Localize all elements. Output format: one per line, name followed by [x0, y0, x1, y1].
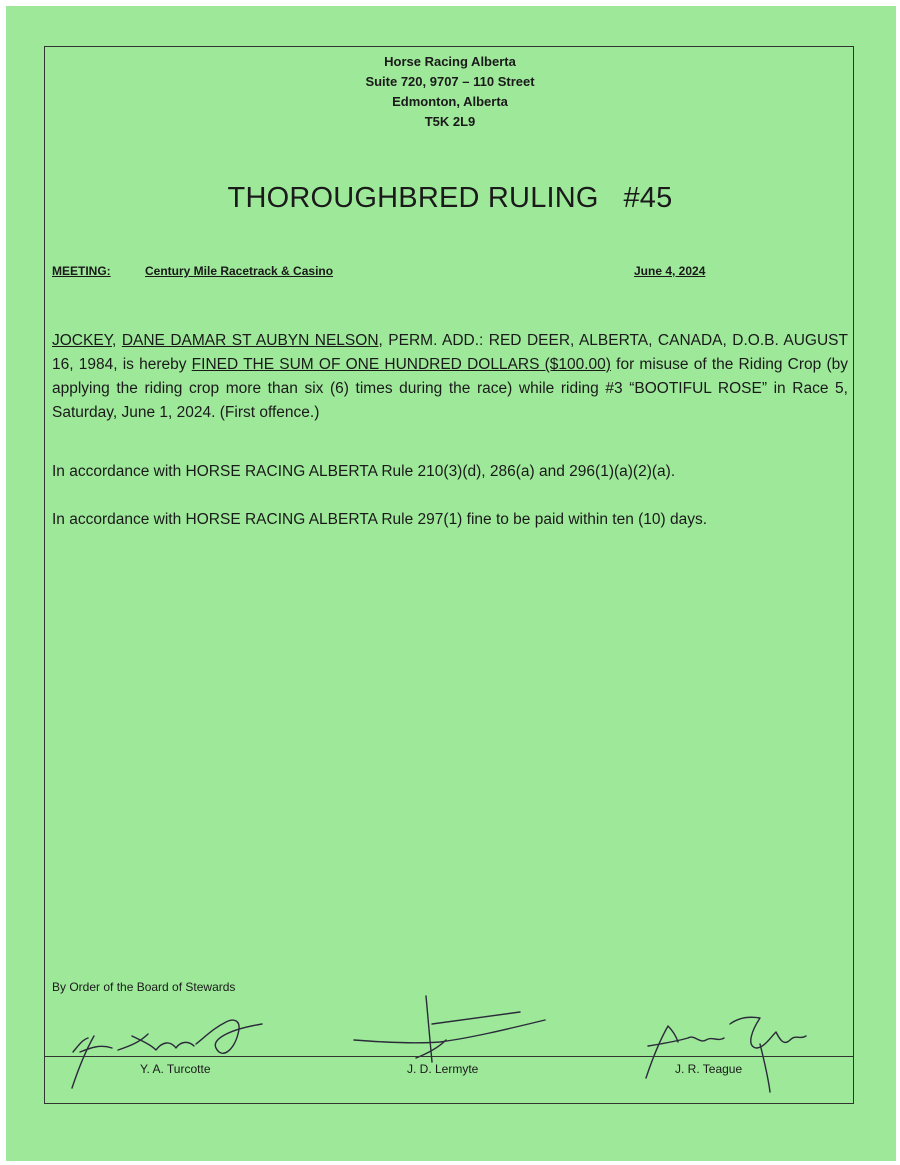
letterhead-address-line-1: Suite 720, 9707 – 110 Street [365, 74, 535, 89]
ruling-role: JOCKEY [52, 332, 113, 349]
ruling-jockey-name: DANE DAMAR ST AUBYN NELSON [121, 332, 379, 349]
ruling-text-a: , PERM. ADD.: RED DEER, ALBERTA, CANADA, D.O.B. AUGUST 16, 1984, is hereby [52, 332, 848, 373]
signature-line [44, 1056, 854, 1057]
letterhead-address-line-2: Edmonton, Alberta [392, 94, 508, 109]
ruling-text-b: for misuse of the Riding Crop (by applying the riding crop more than six (6) times during the race) while riding #3 “BOOTIFUL ROSE” in Race 5, Saturday, June 1, 2024. (First offence.) [52, 356, 848, 421]
letterhead-org: Horse Racing Alberta [384, 54, 516, 69]
letterhead [0, 52, 900, 132]
ruling-paragraph: JOCKEY, DANE DAMAR ST AUBYN NELSON, PERM. ADD.: RED DEER, ALBERTA, CANADA, D.O.B. AUGUST 16, 1984, is hereby FINED THE SUM OF ONE HUNDRED DOLLARS ($100.00) for misuse of the Riding Crop (by applying the riding crop more than six (6) times during the race) while riding #3 “BOOTIFUL ROSE” in Race 5, Saturday, June 1, 2024. (First offence.) [52, 332, 848, 421]
fine-deadline-paragraph: In accordance with HORSE RACING ALBERTA Rule 297(1) fine to be paid within ten (10) days. [52, 511, 708, 528]
meeting-venue: Century Mile Racetrack & Casino [145, 264, 334, 278]
steward-name-3: J. R. Teague [675, 1062, 743, 1076]
ruling-title: THOROUGHBRED RULING #45 [227, 182, 673, 214]
ruling-fine-amount: FINED THE SUM OF ONE HUNDRED DOLLARS ($100.00) [191, 356, 611, 373]
rules-paragraph: In accordance with HORSE RACING ALBERTA Rule 210(3)(d), 286(a) and 296(1)(a)(2)(a). [52, 463, 676, 480]
stewards-label: By Order of the Board of Stewards [52, 980, 236, 994]
meeting-date: June 4, 2024 [634, 264, 706, 278]
steward-name-2: J. D. Lermyte [407, 1062, 479, 1076]
letterhead-postal-code: T5K 2L9 [424, 114, 476, 129]
meeting-label: MEETING: [52, 264, 111, 278]
steward-name-1: Y. A. Turcotte [140, 1062, 211, 1076]
